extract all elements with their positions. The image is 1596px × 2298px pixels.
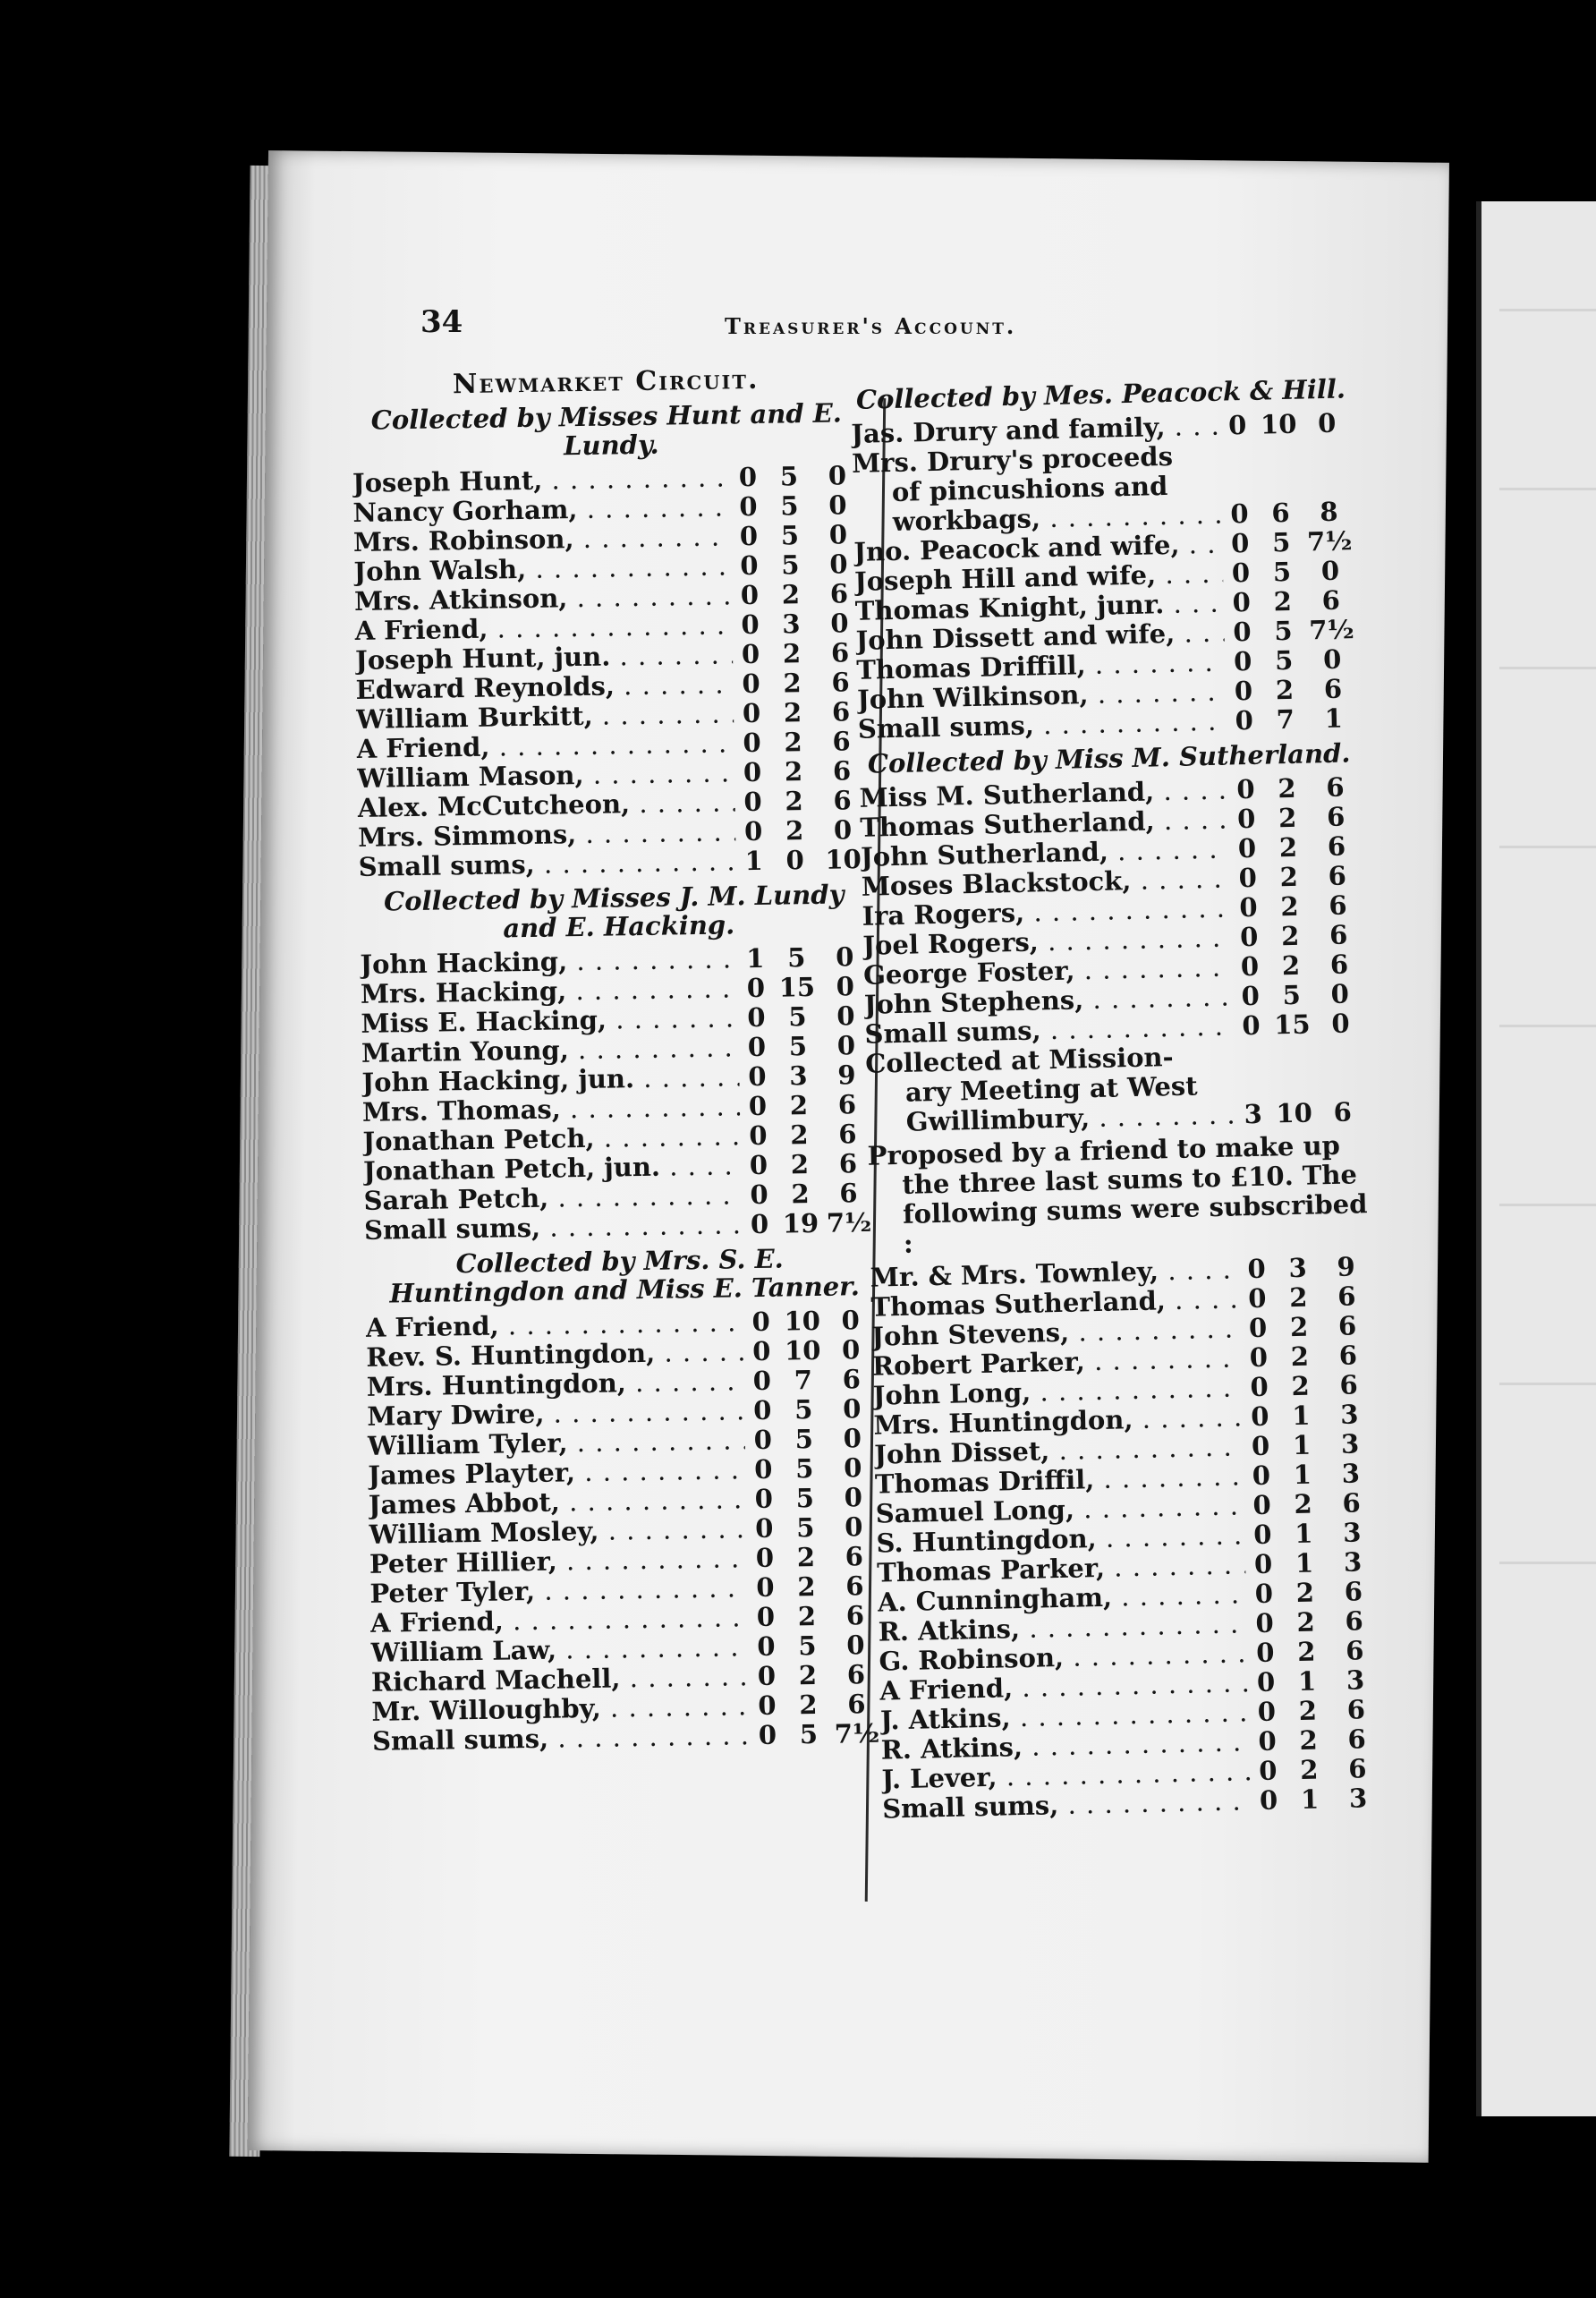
page-header <box>420 304 1315 358</box>
entry-row: Joseph Hill and wife, . . . 0 5 0 <box>854 556 1356 597</box>
entry-row: A. Cunningham, . . . 0 2 6 <box>878 1577 1380 1618</box>
entry-row-text: Mrs. Drury's proceeds <box>851 440 1174 479</box>
entry-row: A Friend, . . . 0 1 3 <box>879 1665 1381 1706</box>
entry-list <box>352 461 869 882</box>
entry-row: Mrs. Hacking, . . . 0 15 0 <box>361 972 870 1009</box>
group-heading: Collected by Misses J. M. Lundy and E. Hacking. <box>383 879 845 944</box>
entry-row: Joseph Hunt, jun. . . . 0 2 6 <box>355 638 865 676</box>
entry-row: Small sums, . . . 0 15 0 <box>864 1009 1366 1050</box>
entry-row: A Friend, . . . 0 3 0 <box>354 609 864 646</box>
group-heading: Collected by Misses Hunt and E. Lundy. <box>370 397 843 462</box>
entry-row: Mr. Willoughby, . . . 0 2 6 <box>371 1689 881 1727</box>
entry-row: R. Atkins, . . . 0 2 6 <box>878 1606 1380 1647</box>
entry-row: William Tyler, . . . 0 5 0 <box>368 1424 878 1461</box>
entry-row: J. Atkins, . . . 0 2 6 <box>880 1695 1382 1736</box>
entry-row: Sarah Petch, . . . 0 2 6 <box>363 1179 873 1216</box>
circuit-title: Newmarket Circuit. <box>452 363 760 401</box>
entry-row-continuation: ary Meeting at West <box>904 1070 1198 1108</box>
entry-row: A Friend, . . . 0 10 0 <box>366 1306 876 1343</box>
proposal-paragraph: Proposed by a friend to make up the three last sums to £10. The following sums were subscribed : <box>867 1129 1368 1259</box>
entry-row: John Sutherland, . . . 0 2 6 <box>861 831 1363 872</box>
entry-row: William Law, . . . 0 5 0 <box>370 1630 880 1668</box>
entry-row: Mrs. Huntingdon, . . . 0 1 3 <box>873 1400 1375 1441</box>
entry-row: Jonathan Petch, . . . 0 2 6 <box>362 1119 872 1157</box>
entry-row: Thomas Parker, . . . 0 1 3 <box>877 1547 1379 1588</box>
entry-row: William Burkitt, . . . 0 2 6 <box>356 697 866 735</box>
entry-row: Mrs. Simmons, . . . 0 2 0 <box>358 815 868 853</box>
entry-row: John Long, . . . 0 2 6 <box>872 1370 1374 1411</box>
entry-row-text: Collected at Mission- <box>864 1041 1174 1079</box>
entry-row: Robert Parker, . . . 0 2 6 <box>872 1340 1374 1382</box>
entry-row: Peter Tyler, . . . 0 2 6 <box>369 1571 879 1609</box>
running-title: Treasurer's Account. <box>725 313 1017 339</box>
entry-row: Small sums, . . . 1 0 10 <box>358 845 868 882</box>
entry-row: Rev. S. Huntingdon, . . . 0 10 0 <box>366 1335 876 1373</box>
entry-row: Edward Reynolds, . . . 0 2 6 <box>355 668 865 705</box>
entry-row: Small sums, . . . 0 7 1 <box>857 703 1359 745</box>
entry-row: A Friend, . . . 0 2 6 <box>356 727 866 764</box>
entry-row: John Hacking, . . . 1 5 0 <box>360 942 870 980</box>
entry-row: Jonathan Petch, jun. . . . 0 2 6 <box>363 1149 873 1187</box>
entry-row: Miss E. Hacking, . . . 0 5 0 <box>361 1001 870 1039</box>
entry-row: Thomas Knight, junr. . . . 0 2 6 <box>854 585 1356 626</box>
entry-row: Mrs. Atkinson, . . . 0 2 6 <box>354 579 864 617</box>
entry-row: A Friend, . . . 0 2 6 <box>370 1601 880 1638</box>
entry-row: Mrs. Robinson, . . . 0 5 0 <box>353 520 863 557</box>
entry-row: Jas. Drury and family, . . . 0 10 0 <box>851 408 1353 449</box>
entry-row: Miss M. Sutherland, . . . 0 2 6 <box>859 772 1361 813</box>
entry-row: Small sums, . . . 0 19 7½ <box>364 1208 874 1246</box>
entry-list <box>366 1306 883 1757</box>
entry-row: Mrs. Thomas, . . . 0 2 6 <box>362 1090 872 1128</box>
entry-row: workbags, . . . 0 6 8 <box>853 497 1354 538</box>
entry-row: John Hacking, jun. . . . 0 3 9 <box>361 1060 871 1098</box>
entry-row: G. Robinson, . . . 0 2 6 <box>879 1636 1380 1677</box>
entry-row: Alex. McCutcheon, . . . 0 2 6 <box>357 786 867 823</box>
entry-row-continuation: of pincushions and <box>891 470 1168 507</box>
left-column <box>351 363 882 1757</box>
entry-row: John Disset, . . . 0 1 3 <box>874 1429 1376 1470</box>
entry-row: Thomas Driffil, . . . 0 1 3 <box>875 1459 1377 1500</box>
entry-row: Samuel Long, . . . 0 2 6 <box>875 1488 1377 1529</box>
entry-row: James Abbot, . . . 0 5 0 <box>369 1483 879 1520</box>
entry-row: James Playter, . . . 0 5 0 <box>368 1453 878 1491</box>
entry-row: Ira Rogers, . . . 0 2 6 <box>862 890 1363 932</box>
entry-row: Thomas Sutherland, . . . 0 2 6 <box>870 1281 1372 1323</box>
entry-row: Small sums, . . . 0 5 7½ <box>372 1719 882 1757</box>
entry-row: R. Atkins, . . . 0 2 6 <box>880 1724 1382 1766</box>
facing-page-edge <box>1476 201 1596 2116</box>
entry-row: William Mosley, . . . 0 5 0 <box>369 1512 879 1550</box>
right-column <box>850 369 1383 1824</box>
entry-row: William Mason, . . . 0 2 6 <box>357 756 867 794</box>
entry-row: Jno. Peacock and wife, . . . 0 5 7½ <box>853 526 1355 567</box>
entry-row: Mary Dwire, . . . 0 5 0 <box>367 1394 877 1432</box>
entry-row: John Wilkinson, . . . 0 2 6 <box>857 674 1359 715</box>
entry-list <box>360 942 874 1246</box>
entry-row: Gwillimbury, . . . 3 10 6 <box>866 1097 1368 1138</box>
entry-row: Small sums, . . . 0 1 3 <box>882 1783 1384 1825</box>
group-heading: Collected by Mrs. S. E. Huntingdon and Miss E. Tanner. <box>389 1243 861 1309</box>
entry-row: George Foster, . . . 0 2 6 <box>863 949 1365 991</box>
entry-row: S. Huntingdon, . . . 0 1 3 <box>876 1518 1378 1559</box>
entry-row: Martin Young, . . . 0 5 0 <box>361 1031 871 1068</box>
entry-row: Joseph Hunt, . . . 0 5 0 <box>352 461 862 498</box>
entry-row: Joel Rogers, . . . 0 2 6 <box>862 920 1364 961</box>
entry-row: Thomas Sutherland, . . . 0 2 6 <box>860 802 1362 843</box>
entry-row: Thomas Driffill, . . . 0 5 0 <box>856 644 1358 685</box>
entry-row: Moses Blackstock, . . . 0 2 6 <box>861 861 1363 902</box>
group-heading: Collected by Miss M. Sutherland. <box>867 737 1351 779</box>
entry-row: Richard Machell, . . . 0 2 6 <box>371 1660 881 1698</box>
entry-row: Peter Hillier, . . . 0 2 6 <box>369 1542 879 1579</box>
entry-row: J. Lever, . . . 0 2 6 <box>881 1754 1383 1795</box>
entry-row: John Stephens, . . . 0 5 0 <box>863 979 1365 1020</box>
entry-row: Mrs. Huntingdon, . . . 0 7 6 <box>367 1365 877 1402</box>
entry-row: John Stevens, . . . 0 2 6 <box>871 1311 1373 1352</box>
group-heading: Collected by Mes. Peacock & Hill. <box>855 373 1346 415</box>
entry-row: John Walsh, . . . 0 5 0 <box>353 549 863 587</box>
entry-row: Mr. & Mrs. Townley, . . . 0 3 9 <box>870 1252 1371 1293</box>
entry-row: Nancy Gorham, . . . 0 5 0 <box>352 490 862 528</box>
page-number: 34 <box>420 304 463 340</box>
entry-row: John Dissett and wife, . . . 0 5 7½ <box>855 615 1357 656</box>
